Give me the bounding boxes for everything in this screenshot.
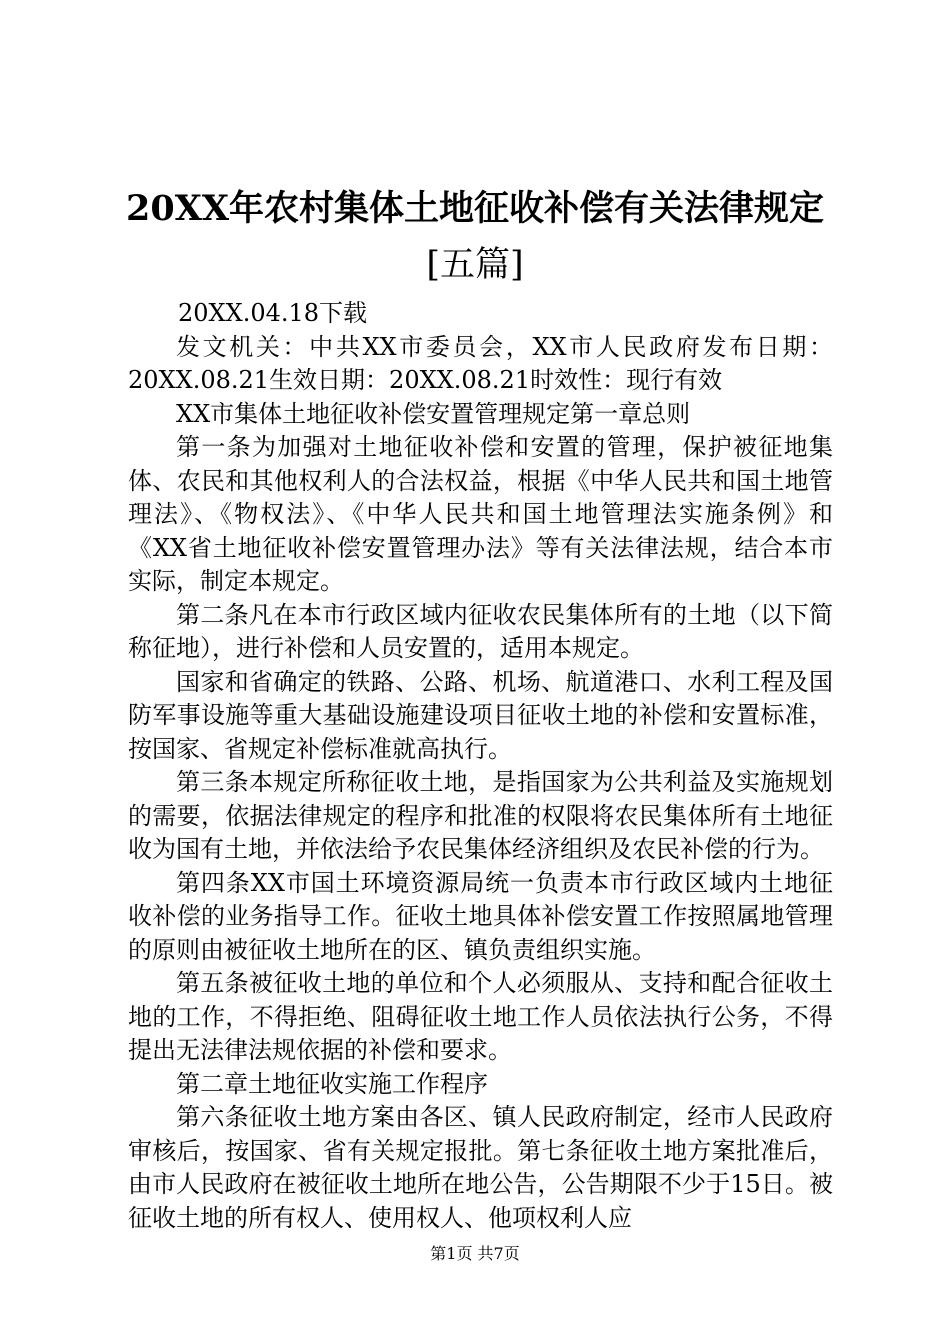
document-body xyxy=(128,297,833,1235)
paragraph-article-2: 第二条凡在本市行政区域内征收农民集体所有的土地（以下简称征地），进行补偿和人员安置的，适用本规定。 xyxy=(128,600,833,662)
paragraph-download-date: 20XX.04.18下载 xyxy=(178,299,368,327)
paragraph-issuing-info: 发文机关：中共XX市委员会，XX市人民政府发布日期：20XX.08.21生效日期：20XX.08.21时效性：现行有效 xyxy=(128,332,833,394)
paragraph-article-3: 第三条本规定所称征收土地，是指国家为公共利益及实施规划的需要，依据法律规定的程序和批准的权限将农民集体所有土地征收为国有土地，并依法给予农民集体经济组织及农民补偿的行为。 xyxy=(128,768,833,863)
paragraph-chapter-two-heading: 第二章土地征收实施工作程序 xyxy=(176,1069,488,1098)
paragraph-chapter-one-heading: XX市集体土地征收补偿安置管理规定第一章总则 xyxy=(176,399,691,428)
paragraph-article-2-continued: 国家和省确定的铁路、公路、机场、航道港口、水利工程及国防军事设施等重大基础设施建设项目征收土地的补偿和安置标准，按国家、省规定补偿标准就高执行。 xyxy=(128,667,833,763)
paragraph-article-1: 第一条为加强对土地征收补偿和安置的管理，保护被征地集体、农民和其他权利人的合法权益，根据《中华人民共和国土地管理法》、《物权法》、《中华人民共和国土地管理法实施条例》和《XX省土地征收补偿安置管理办法》等有关法律法规，结合本市实际，制定本规定。 xyxy=(128,433,833,595)
page-footer: 第1页 共7页 xyxy=(430,1244,520,1263)
paragraph-article-5: 第五条被征收土地的单位和个人必须服从、支持和配合征收土地的工作，不得拒绝、阻碍征收土地工作人员依法执行公务，不得提出无法律法规依据的补偿和要求。 xyxy=(128,969,833,1064)
document-title-subtitle: [五篇] xyxy=(426,245,524,285)
document-title: 20XX年农村集体土地征收补偿有关法律规定 xyxy=(125,188,825,229)
paragraph-article-4: 第四条XX市国土环境资源局统一负责本市行政区域内土地征收补偿的业务指导工作。征收土地具体补偿安置工作按照属地管理的原则由被征收土地所在的区、镇负责组织实施。 xyxy=(128,868,833,964)
paragraph-article-6-7: 第六条征收土地方案由各区、镇人民政府制定，经市人民政府审核后，按国家、省有关规定报批。第七条征收土地方案批准后，由市人民政府在被征收土地所在地公告，公告期限不少于15日。被征收土地的所有权人、使用权人、他项权利人应 xyxy=(128,1103,833,1232)
